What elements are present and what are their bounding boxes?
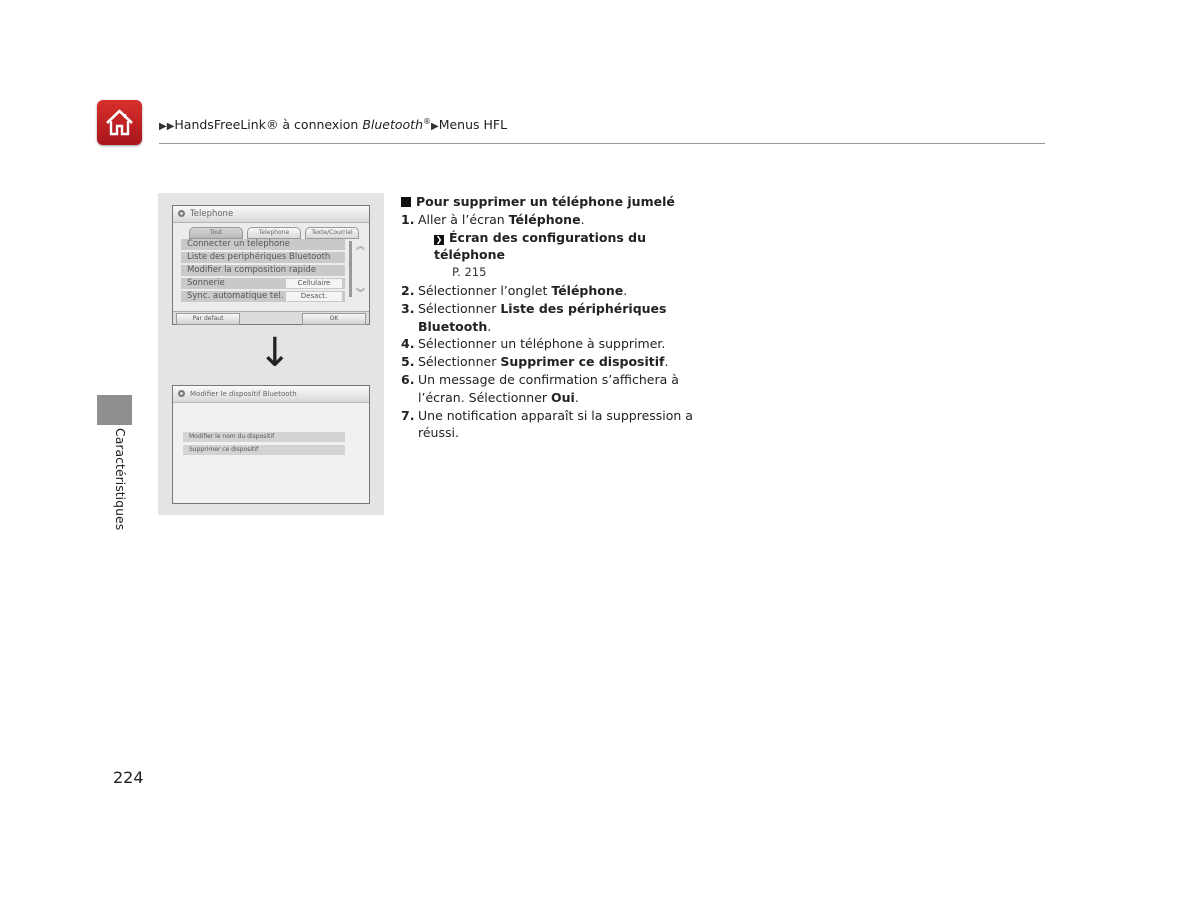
breadcrumb-part2[interactable]: Menus HFL: [438, 117, 508, 133]
instructions-heading: Pour supprimer un téléphone jumelé: [401, 193, 721, 211]
menu-item: Sonnerie Cellulaire: [181, 278, 345, 289]
header-divider: [159, 143, 1045, 144]
home-button[interactable]: [97, 100, 142, 145]
breadcrumb-arrow-icon: ▶: [431, 121, 439, 133]
menu-item-value: Desact.: [286, 292, 342, 301]
telephone-menu: [181, 239, 345, 304]
step: 3. Sélectionner Liste des périphériques Bluetooth.: [401, 300, 667, 334]
menu-item: Liste des periphériques Bluetooth: [181, 252, 345, 263]
scrollbar: [349, 241, 352, 297]
device-menu: [183, 432, 345, 458]
cross-reference-link[interactable]: ❯ Écran des configurations du téléphone: [434, 229, 647, 263]
scroll-down-icon: ︾: [356, 289, 366, 299]
cross-reference-page[interactable]: P. 215: [452, 265, 487, 280]
section-label: Caractéristiques: [113, 428, 128, 531]
reference-arrow-icon: ❯: [435, 234, 443, 244]
tab-texte-courriel: Texte/Courriel: [305, 227, 359, 239]
ok-button: OK: [302, 313, 366, 325]
breadcrumb-reg-mark: ®: [423, 117, 431, 126]
telephone-screen: [172, 205, 370, 325]
screen-button-bar: [173, 311, 369, 324]
screen-titlebar: [173, 386, 369, 403]
breadcrumb-part1[interactable]: HandsFreeLink® à connexion: [174, 117, 363, 133]
step: 6. Un message de confirmation s’affichera à l’écran. Sélectionner Oui.: [401, 371, 679, 405]
screen-title: Modifier le dispositif Bluetooth: [190, 390, 297, 398]
section-tab-marker[interactable]: [97, 395, 132, 425]
step: 4. Sélectionner un téléphone à supprimer.: [401, 336, 666, 352]
menu-item: Connecter un telephone: [181, 239, 345, 250]
screen-titlebar: [173, 206, 369, 223]
step: 2. Sélectionner l’onglet Téléphone.: [401, 282, 628, 298]
back-icon: [178, 390, 185, 397]
breadcrumb-arrow-icon: ▶▶: [159, 121, 175, 133]
square-bullet-icon: [401, 197, 411, 207]
step: 1. Aller à l’écran Téléphone.: [401, 211, 585, 227]
bluetooth-device-screen: [172, 385, 370, 504]
scroll-up-icon: ︽: [356, 242, 366, 252]
menu-item: Supprimer ce dispositif: [183, 445, 345, 455]
breadcrumb-part1-italic[interactable]: Bluetooth: [362, 117, 423, 133]
step: 7. Une notification apparaît si la suppression a réussi.: [401, 407, 693, 441]
tab-telephone: Telephone: [247, 227, 301, 239]
back-icon: [178, 210, 185, 217]
menu-item: Modifier le nom du dispositif: [183, 432, 345, 442]
tab-tout: Tout: [189, 227, 243, 239]
menu-item-value: Cellulaire: [286, 279, 342, 288]
screen-title: Telephone: [190, 209, 234, 219]
step: 5. Sélectionner Supprimer ce dispositif.: [401, 354, 669, 370]
home-icon: [103, 106, 136, 139]
instructions: [401, 193, 721, 442]
screen-tabs: [173, 223, 369, 238]
breadcrumb: [159, 117, 507, 132]
default-button: Par defaut: [176, 313, 240, 325]
menu-item: Modifier la composition rapide: [181, 265, 345, 276]
menu-item: Sync. automatique tel. Desact.: [181, 291, 345, 302]
page-number: 224: [113, 768, 144, 787]
down-arrow-icon: ↓: [258, 330, 292, 376]
screenshot-panel: [158, 193, 384, 515]
